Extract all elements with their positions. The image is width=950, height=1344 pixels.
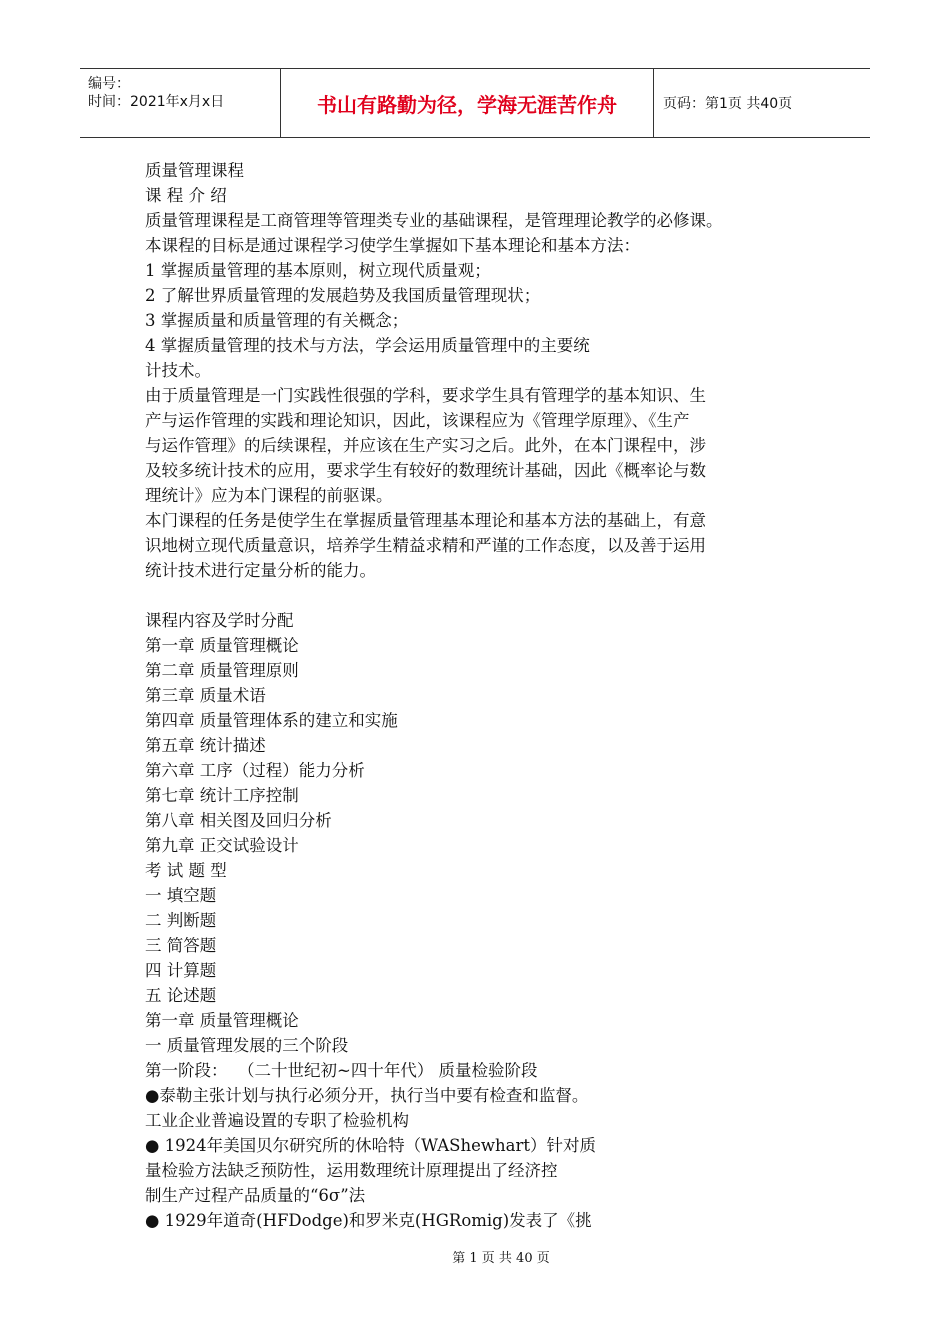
text-line: 质量管理课程是工商管理等管理类专业的基础课程，是管理理论教学的必修课。 xyxy=(145,211,723,230)
text-line: ● 1929年道奇(HFDodge)和罗米克(HGRomig)发表了《挑 xyxy=(145,1211,592,1230)
date-label: 时间：2021年x月x日 xyxy=(88,94,225,110)
text-line: 2 了解世界质量管理的发展趋势及我国质量管理现状； xyxy=(145,286,541,305)
motto-banner: 书山有路勤为径，学海无涯苦作舟 xyxy=(281,69,654,137)
page-code: 页码：第1页 共40页 xyxy=(663,96,793,112)
text-line: 产与运作管理的实践和理论知识，因此，该课程应为《管理学原理》、《生产 xyxy=(145,411,690,430)
text-line: 第五章 统计描述 xyxy=(145,736,266,755)
text-line: 四 计算题 xyxy=(145,961,217,980)
text-line: 第一章 质量管理概论 xyxy=(145,1011,299,1030)
text-line: 工业企业普遍设置的专职了检验机构 xyxy=(145,1111,409,1130)
text-line: 第三章 质量术语 xyxy=(145,686,266,705)
text-line: 统计技术进行定量分析的能力。 xyxy=(145,561,376,580)
footer-page-number: 第 1 页 共 40 页 xyxy=(452,1251,550,1266)
text-line: 4 掌握质量管理的技术与方法，学会运用质量管理中的主要统 xyxy=(145,336,590,355)
text-line: 一 质量管理发展的三个阶段 xyxy=(145,1036,349,1055)
text-line: 本门课程的任务是使学生在掌握质量管理基本理论和基本方法的基础上，有意 xyxy=(145,511,706,530)
text-line: 第一章 质量管理概论 xyxy=(145,636,299,655)
text-line: 第一阶段： （二十世纪初~四十年代） 质量检验阶段 xyxy=(145,1061,538,1080)
text-line: 考 试 题 型 xyxy=(145,861,227,880)
text-line: 3 掌握质量和质量管理的有关概念； xyxy=(145,311,409,330)
text-line: 第二章 质量管理原则 xyxy=(145,661,299,680)
text-line: 识地树立现代质量意识，培养学生精益求精和严谨的工作态度，以及善于运用 xyxy=(145,536,706,555)
text-line: 三 简答题 xyxy=(145,936,217,955)
text-line: 第六章 工序（过程）能力分析 xyxy=(145,761,365,780)
text-line: 理统计》应为本门课程的前驱课。 xyxy=(145,486,393,505)
text-line: 计技术。 xyxy=(145,361,211,380)
text-line: 第四章 质量管理体系的建立和实施 xyxy=(145,711,398,730)
text-line: 质量管理课程 xyxy=(145,161,244,180)
text-line: 第八章 相关图及回归分析 xyxy=(145,811,332,830)
text-line: ●泰勒主张计划与执行必须分开，执行当中要有检查和监督。 xyxy=(145,1086,589,1105)
text-line: 由于质量管理是一门实践性很强的学科，要求学生具有管理学的基本知识、生 xyxy=(145,386,706,405)
text-line: 二 判断题 xyxy=(145,911,217,930)
document-body xyxy=(145,158,845,1233)
text-line: ● 1924年美国贝尔研究所的休哈特（WAShewhart）针对质 xyxy=(145,1136,596,1155)
text-line xyxy=(145,583,845,608)
text-line: 五 论述题 xyxy=(145,986,217,1005)
text-line: 本课程的目标是通过课程学习使学生掌握如下基本理论和基本方法： xyxy=(145,236,640,255)
text-line: 课 程 介 绍 xyxy=(145,186,227,205)
number-label: 编号： xyxy=(88,76,130,92)
text-line: 课程内容及学时分配 xyxy=(145,611,294,630)
header-info-cell xyxy=(80,69,281,137)
page-header xyxy=(80,68,870,138)
text-line: 与运作管理》的后续课程，并应该在生产实习之后。此外，在本门课程中，涉 xyxy=(145,436,706,455)
text-line: 制生产过程产品质量的“6σ”法 xyxy=(145,1186,366,1205)
text-line: 及较多统计技术的应用，要求学生有较好的数理统计基础，因此《概率论与数 xyxy=(145,461,706,480)
text-line: 1 掌握质量管理的基本原则，树立现代质量观； xyxy=(145,261,491,280)
text-line: 第九章 正交试验设计 xyxy=(145,836,299,855)
text-line: 量检验方法缺乏预防性，运用数理统计原理提出了经济控 xyxy=(145,1161,558,1180)
text-line: 第七章 统计工序控制 xyxy=(145,786,299,805)
page-footer xyxy=(0,1247,950,1266)
text-line: 一 填空题 xyxy=(145,886,217,905)
